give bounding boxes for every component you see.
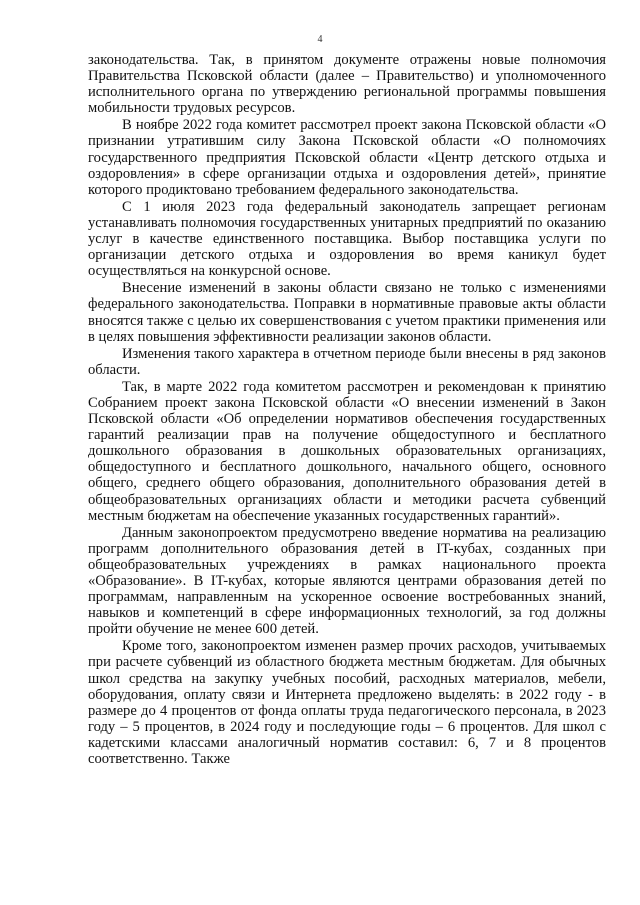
paragraph: Так, в марте 2022 года комитетом рассмотрен и рекомендован к принятию Собранием проект закона Псковской области «О внесении изменений в Закон Псковской области «Об определении нормативов обеспечения государственных гарантий реализации прав на получение общедоступного и бесплатного дошкольного образования в дошкольных образовательных организациях, общедоступного и бесплатного дошкольного, начального общего, основного общего, среднего общего образования, дополнительного образования детей в общеобразовательных организациях области и методики расчета субвенций местным бюджетам на обеспечение указанных государственных гарантий».: [88, 378, 606, 524]
page-number: 4: [317, 34, 323, 45]
paragraph: Внесение изменений в законы области связано не только с изменениями федерального законодательства. Поправки в нормативные правовые акты области вносятся также с целью их совершенствования с учетом практики применения или в целях повышения эффективности реализации законов области.: [88, 280, 606, 345]
paragraph: Изменения такого характера в отчетном периоде были внесены в ряд законов области.: [88, 345, 606, 378]
paragraph: законодательства. Так, в принятом документе отражены новые полномочия Правительства Псковской области (далее – Правительство) и уполномоченного исполнительного органа по утверждению региональной программы повышения мобильности трудовых ресурсов.: [88, 52, 606, 117]
paragraph: Данным законопроектом предусмотрено введение норматива на реализацию программ дополнительного образования детей в IT-кубах, созданных при общеобразовательных учреждениях в рамках национального проекта «Образование». В IT-кубах, которые являются центрами образования детей по программам, направленным на ускоренное освоение востребованных знаний, навыков и компетенций в сфере информационных технологий, за год должны пройти обучение не менее 600 детей.: [88, 524, 606, 638]
paragraph: С 1 июля 2023 года федеральный законодатель запрещает регионам устанавливать полномочия государственных унитарных предприятий по оказанию услуг в качестве единственного поставщика. Выбор поставщика услуги по организации детского отдыха и оздоровления во время каникул будет осуществляться на конкурсной основе.: [88, 198, 606, 280]
document-body: [88, 52, 606, 768]
paragraph: В ноябре 2022 года комитет рассмотрел проект закона Псковской области «О признании утратившим силу Закона Псковской области «О полномочиях государственного предприятия Псковской области «Центр детского отдыха и оздоровления» в сфере организации отдыха и оздоровления детей», принятие которого продиктовано требованием федерального законодательства.: [88, 117, 606, 198]
paragraph: Кроме того, законопроектом изменен размер прочих расходов, учитываемых при расчете субвенций из областного бюджета местным бюджетам. Для обычных школ средства на закупку учебных пособий, расходных материалов, мебели, оборудования, оплату связи и Интернета предложено выделять: в 2022 году - в размере до 4 процентов от фонда оплаты труда педагогического персонала, в 2023 году – 5 процентов, в 2024 году и последующие годы – 6 процентов. Для школ с кадетскими классами аналогичный норматив составил: 6, 7 и 8 процентов соответственно. Также: [88, 638, 606, 768]
